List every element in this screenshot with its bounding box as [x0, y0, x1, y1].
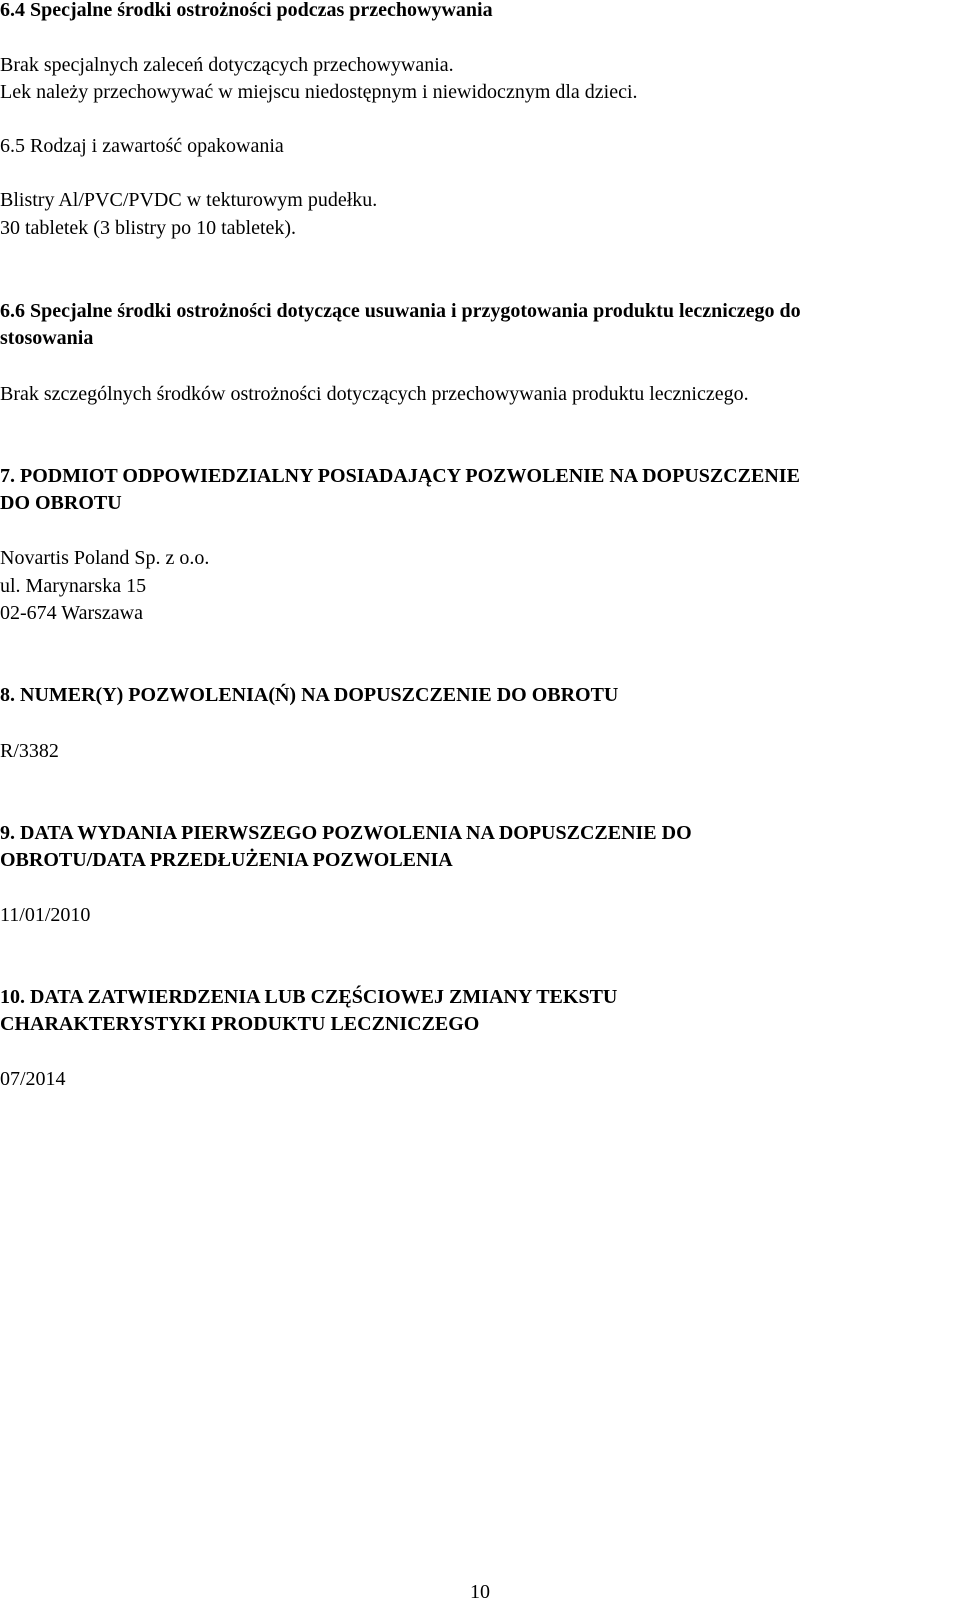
section-7-line-3: 02-674 Warszawa: [0, 602, 143, 624]
section-8-line-1: R/3382: [0, 740, 59, 762]
section-9-line-1: 11/01/2010: [0, 904, 91, 926]
section-6-5-line-2: 30 tabletek (3 blistry po 10 tabletek).: [0, 217, 297, 239]
section-7-heading-line-1: 7. PODMIOT ODPOWIEDZIALNY POSIADAJĄCY POZWOLENIE NA DOPUSZCZENIE: [0, 465, 800, 487]
section-7-line-2: ul. Marynarska 15: [0, 575, 147, 597]
section-6-5-line-1: Blistry Al/PVC/PVDC w tekturowym pudełku.: [0, 189, 378, 211]
section-6-5-heading: 6.5 Rodzaj i zawartość opakowania: [0, 135, 284, 157]
section-6-6-heading-line-2: stosowania: [0, 327, 94, 349]
section-10-heading-line-2: CHARAKTERYSTYKI PRODUKTU LECZNICZEGO: [0, 1013, 480, 1035]
section-7-heading-line-2: DO OBROTU: [0, 492, 122, 514]
section-6-4-heading: 6.4 Specjalne środki ostrożności podczas przechowywania: [0, 0, 493, 21]
section-6-4-line-1: Brak specjalnych zaleceń dotyczących przechowywania.: [0, 54, 454, 76]
page-number: 10: [470, 1581, 490, 1603]
section-8-heading: 8. NUMER(Y) POZWOLENIA(Ń) NA DOPUSZCZENIE DO OBROTU: [0, 684, 619, 706]
section-10-heading-line-1: 10. DATA ZATWIERDZENIA LUB CZĘŚCIOWEJ ZMIANY TEKSTU: [0, 986, 618, 1008]
section-9-heading-line-2: OBROTU/DATA PRZEDŁUŻENIA POZWOLENIA: [0, 849, 453, 871]
section-6-4-line-2: Lek należy przechowywać w miejscu niedostępnym i niewidocznym dla dzieci.: [0, 81, 638, 103]
section-9-heading-line-1: 9. DATA WYDANIA PIERWSZEGO POZWOLENIA NA DOPUSZCZENIE DO: [0, 822, 692, 844]
section-6-6-line-1: Brak szczególnych środków ostrożności dotyczących przechowywania produktu leczniczego.: [0, 383, 749, 405]
section-6-6-heading-line-1: 6.6 Specjalne środki ostrożności dotyczące usuwania i przygotowania produktu leczniczego do: [0, 300, 801, 322]
section-7-line-1: Novartis Poland Sp. z o.o.: [0, 547, 210, 569]
section-10-line-1: 07/2014: [0, 1068, 66, 1090]
